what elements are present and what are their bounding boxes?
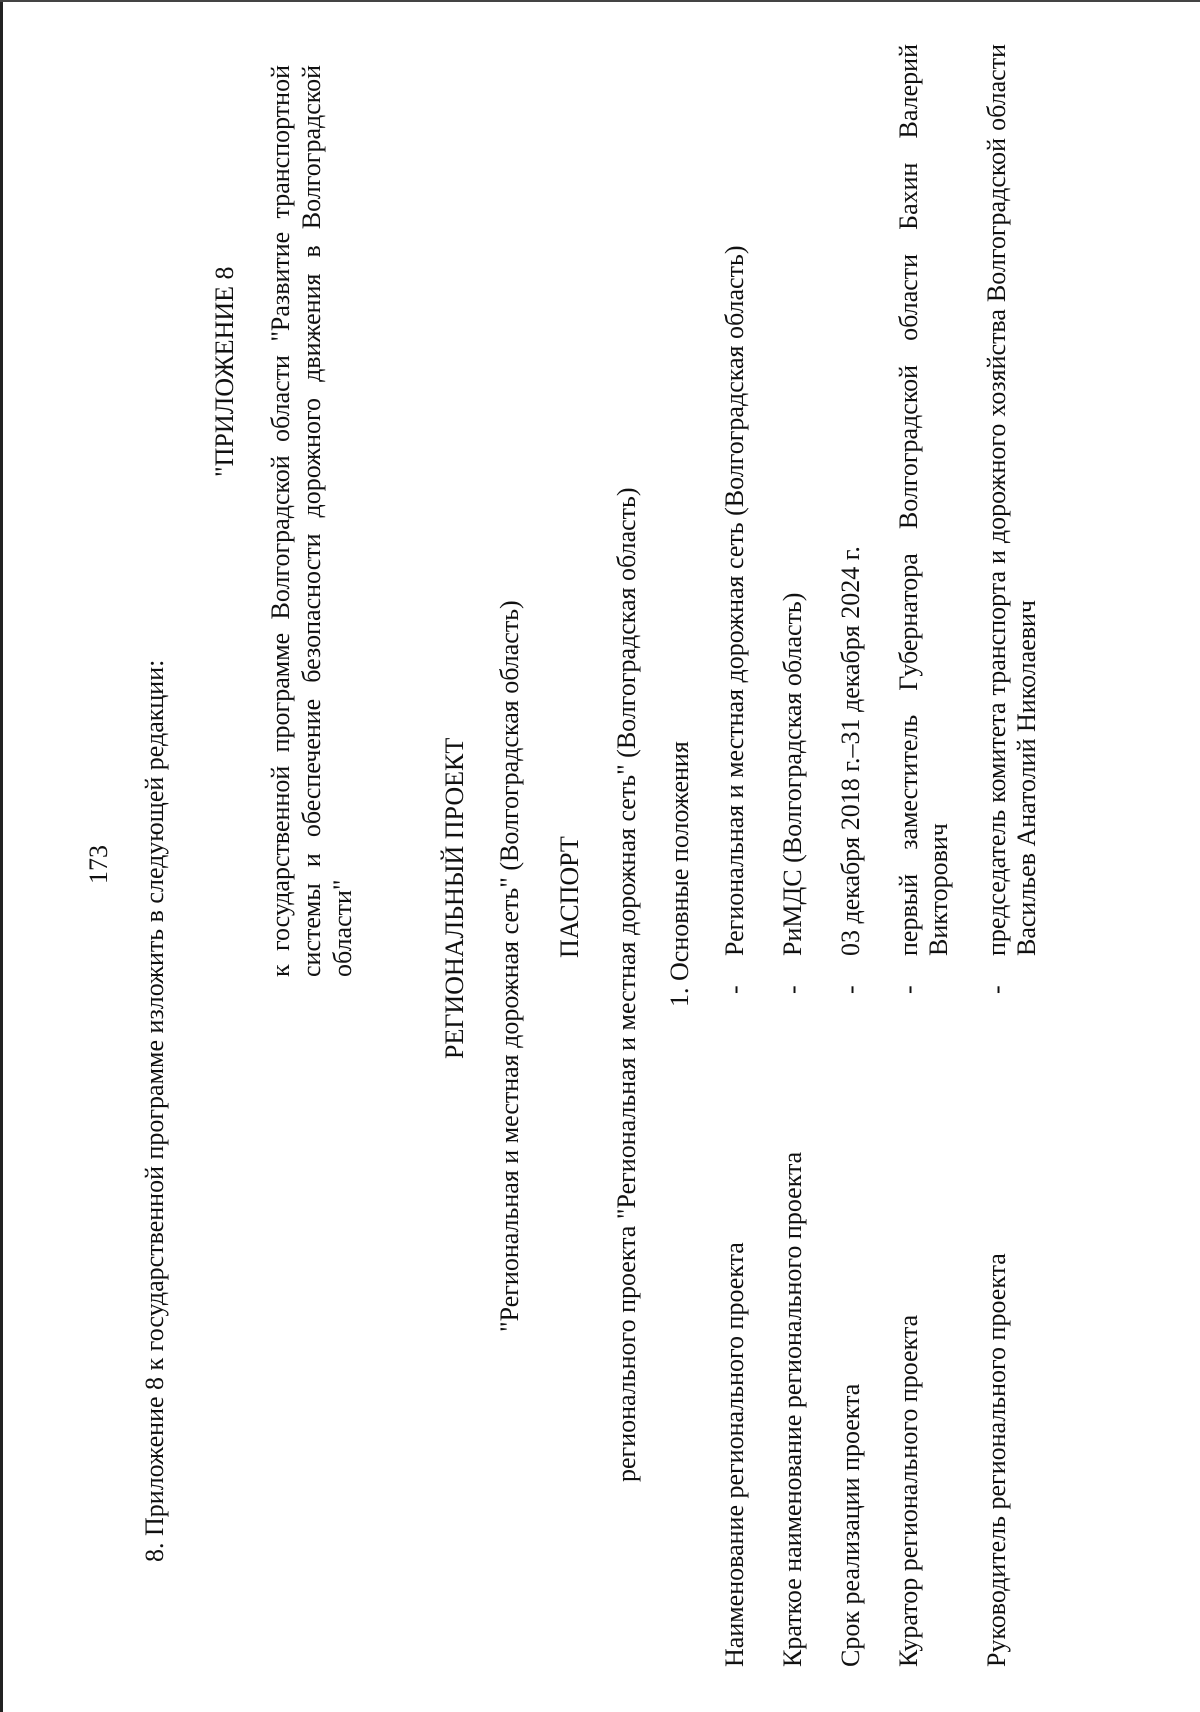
field-dash: - [836, 985, 865, 994]
field-dash: - [720, 985, 749, 994]
section-title: 1. Основные положения [665, 741, 694, 1007]
passport-subheading: регионального проекта "Региональная и местная дорожная сеть" (Волгоградская область) [612, 487, 641, 1482]
field-label-name: Наименование регионального проекта [720, 1242, 749, 1667]
field-label-period: Срок реализации проекта [836, 1383, 865, 1667]
field-value-head: председатель комитета транспорта и дорожного хозяйства Волгоградской области Васильев Анатолий Николаевич [982, 44, 1041, 956]
field-dash: - [982, 985, 1011, 994]
document-subtitle: "Региональная и местная дорожная сеть" (Волгоградская область) [495, 600, 524, 1332]
field-value-name: Региональная и местная дорожная сеть (Волгоградская область) [720, 245, 749, 956]
field-value-period: 03 декабря 2018 г.–31 декабря 2024 г. [836, 546, 865, 956]
appendix-text: к государственной программе Волгоградской области "Развитие транспортной системы и обеспечение безопасности дорожного движения в Волгоградской области" [266, 65, 357, 977]
document-title: РЕГИОНАЛЬНЫЙ ПРОЕКТ [440, 737, 469, 1059]
passport-heading: ПАСПОРТ [555, 836, 584, 958]
field-label-curator: Куратор регионального проекта [894, 1314, 923, 1667]
field-value-short-name: РиМДС (Волгоградская область) [778, 592, 807, 956]
field-dash: - [894, 985, 923, 994]
field-label-head: Руководитель регионального проекта [982, 1253, 1011, 1667]
field-dash: - [778, 985, 807, 994]
appendix-title: "ПРИЛОЖЕНИЕ 8 [210, 266, 239, 477]
intro-paragraph: 8. Приложение 8 к государственной программе изложить в следующей редакции: [140, 659, 169, 1562]
field-label-short-name: Краткое наименование регионального проекта [778, 1151, 807, 1667]
field-value-curator: первый заместитель Губернатора Волгоградской области Бахин Валерий Викторович [894, 44, 953, 956]
page-number: 173 [84, 845, 113, 884]
